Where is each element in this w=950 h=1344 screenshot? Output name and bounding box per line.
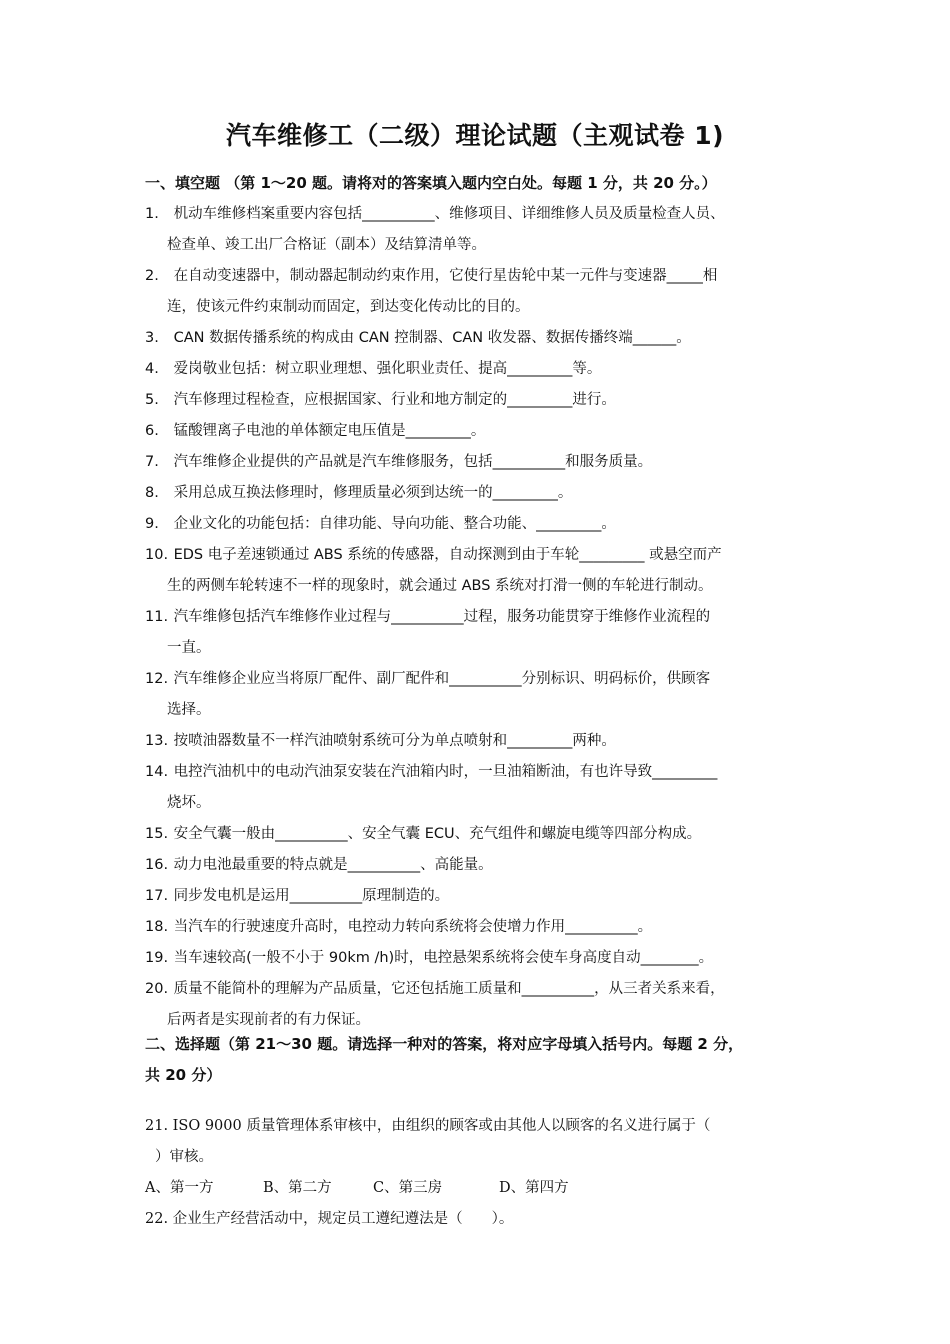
question-9 [145, 509, 805, 540]
question-14 [145, 757, 805, 819]
question-line2: 选择。 [167, 702, 211, 718]
question-line2: 检查单、竣工出厂合格证（副本）及结算清单等。 [167, 237, 486, 253]
question-text: 同步发电机是运用__________原理制造的。 [173, 888, 450, 904]
section-1-heading: 一、填空题 （第 1～20 题。请将对的答案填入题内空白处。每题 1 分，共 20 分。） [145, 174, 717, 192]
question-number: 8. [145, 485, 159, 501]
question-number: 12. [145, 671, 169, 687]
question-12 [145, 664, 805, 726]
question-line1 [145, 726, 805, 757]
question-line1 [145, 199, 805, 230]
question-line2: 后两者是实现前者的有力保证。 [167, 1012, 370, 1028]
question-line1 [145, 881, 805, 912]
question-line1 [145, 664, 805, 695]
question-number: 18. [145, 919, 169, 935]
question-4 [145, 354, 805, 385]
option-b: B、第二方 [263, 1180, 332, 1196]
section-2-heading-line1: 二、选择题（第 21～30 题。请选择一种对的答案，将对应字母填入括号内。每题 2 分， [145, 1035, 744, 1053]
question-5 [145, 385, 805, 416]
question-text: 企业文化的功能包括：自律功能、导向功能、整合功能、_________。 [173, 516, 616, 532]
question-line1 [145, 509, 805, 540]
question-text: 在自动变速器中，制动器起制动约束作用，它使行星齿轮中某一元件与变速器_____相 [173, 268, 718, 284]
question-line1 [145, 385, 805, 416]
question-line1 [145, 602, 805, 633]
question-11 [145, 602, 805, 664]
question-18 [145, 912, 805, 943]
question-number: 7. [145, 454, 159, 470]
question-text: 当车速较高(一般不小于 90km /h)时，电控悬架系统将会使车身高度自动________。 [173, 950, 714, 966]
question-10 [145, 540, 805, 602]
question-text: 动力电池最重要的特点就是__________、高能量。 [173, 857, 493, 873]
question-number: 9. [145, 516, 159, 532]
question-15 [145, 819, 805, 850]
section-2-heading [145, 1029, 825, 1091]
question-13 [145, 726, 805, 757]
question-number: 2. [145, 268, 159, 284]
question-line1 [145, 850, 805, 881]
question-16 [145, 850, 805, 881]
question-2 [145, 261, 805, 323]
question-text: 汽车修理过程检查，应根据国家、行业和地方制定的_________进行。 [173, 392, 616, 408]
question-number: 19. [145, 950, 169, 966]
question-line1 [145, 478, 805, 509]
question-text: 汽车维修包括汽车维修作业过程与__________过程，服务功能贯穿于维修作业流程的 [173, 609, 711, 625]
question-8 [145, 478, 805, 509]
question-line1 [145, 354, 805, 385]
question-number: 16. [145, 857, 169, 873]
question-number: 5. [145, 392, 159, 408]
question-number: 14. [145, 764, 169, 780]
question-line2: 一直。 [167, 640, 211, 656]
question-line1 [145, 447, 805, 478]
question-text: 机动车维修档案重要内容包括__________、维修项目、详细维修人员及质量检查人员、 [173, 206, 725, 222]
question-number: 10. [145, 547, 169, 563]
option-a: A、第一方 [145, 1180, 214, 1196]
question-line1 [145, 757, 805, 788]
question-line1 [145, 912, 805, 943]
question-7 [145, 447, 805, 478]
question-number: 6. [145, 423, 159, 439]
question-21-line2: ）审核。 [155, 1149, 213, 1165]
question-20 [145, 974, 805, 1036]
question-text: 按喷油器数量不一样汽油喷射系统可分为单点喷射和_________两种。 [173, 733, 616, 749]
question-number: 4. [145, 361, 159, 377]
question-number: 15. [145, 826, 169, 842]
question-1 [145, 199, 805, 261]
question-number: 11. [145, 609, 169, 625]
question-number: 20. [145, 981, 169, 997]
question-text: 质量不能简朴的理解为产品质量，它还包括施工质量和__________，从三者关系来看， [173, 981, 725, 997]
question-17 [145, 881, 805, 912]
question-line2: 烧坏。 [167, 795, 211, 811]
question-text: CAN 数据传播系统的构成由 CAN 控制器、CAN 收发器、数据传播终端______。 [173, 330, 691, 346]
question-number: 3. [145, 330, 159, 346]
question-21-line1: 21. ISO 9000 质量管理体系审核中，由组织的顾客或由其他人以顾客的名义进行属于（ [145, 1118, 711, 1134]
question-text: 锰酸锂离子电池的单体额定电压值是_________。 [173, 423, 486, 439]
question-text: 安全气囊一般由__________、安全气囊 ECU、充气组件和螺旋电缆等四部分构成。 [173, 826, 702, 842]
question-text: 采用总成互换法修理时，修理质量必须到达统一的_________。 [173, 485, 573, 501]
page-title: 汽车维修工（二级）理论试题（主观试卷 1) [225, 121, 725, 150]
question-number: 1. [145, 206, 159, 222]
question-text: 当汽车的行驶速度升高时，电控动力转向系统将会使增力作用__________。 [173, 919, 653, 935]
question-line1 [145, 819, 805, 850]
question-22-line1: 22. 企业生产经营活动中，规定员工遵纪遵法是（ ）。 [145, 1211, 514, 1227]
question-line1 [145, 416, 805, 447]
section-2-heading-line2: 共 20 分） [145, 1066, 222, 1084]
question-number: 13. [145, 733, 169, 749]
question-text: 汽车维修企业应当将原厂配件、副厂配件和__________分别标识、明码标价，供顾客 [173, 671, 711, 687]
question-line1 [145, 943, 805, 974]
question-line1 [145, 540, 805, 571]
question-6 [145, 416, 805, 447]
question-line1 [145, 323, 805, 354]
question-line2: 连，使该元件约束制动而固定，到达变化传动比的目的。 [167, 299, 530, 315]
question-19 [145, 943, 805, 974]
question-number: 17. [145, 888, 169, 904]
question-21 [145, 1111, 815, 1235]
question-text: EDS 电子差速锁通过 ABS 系统的传感器，自动探测到由于车轮_________ 或悬空而产 [173, 547, 722, 563]
question-21-options [145, 1173, 815, 1204]
question-text: 电控汽油机中的电动汽油泵安装在汽油箱内时，一旦油箱断油，有也许导致_________ [173, 764, 718, 780]
question-line1 [145, 974, 805, 1005]
question-line2: 生的两侧车轮转速不一样的现象时，就会通过 ABS 系统对打滑一侧的车轮进行制动。 [167, 578, 713, 594]
option-c: C、第三房 [373, 1180, 443, 1196]
question-3 [145, 323, 805, 354]
question-text: 汽车维修企业提供的产品就是汽车维修服务，包括__________和服务质量。 [173, 454, 653, 470]
question-line1 [145, 261, 805, 292]
option-d: D、第四方 [499, 1180, 569, 1196]
question-text: 爱岗敬业包括：树立职业理想、强化职业责任、提高_________等。 [173, 361, 602, 377]
